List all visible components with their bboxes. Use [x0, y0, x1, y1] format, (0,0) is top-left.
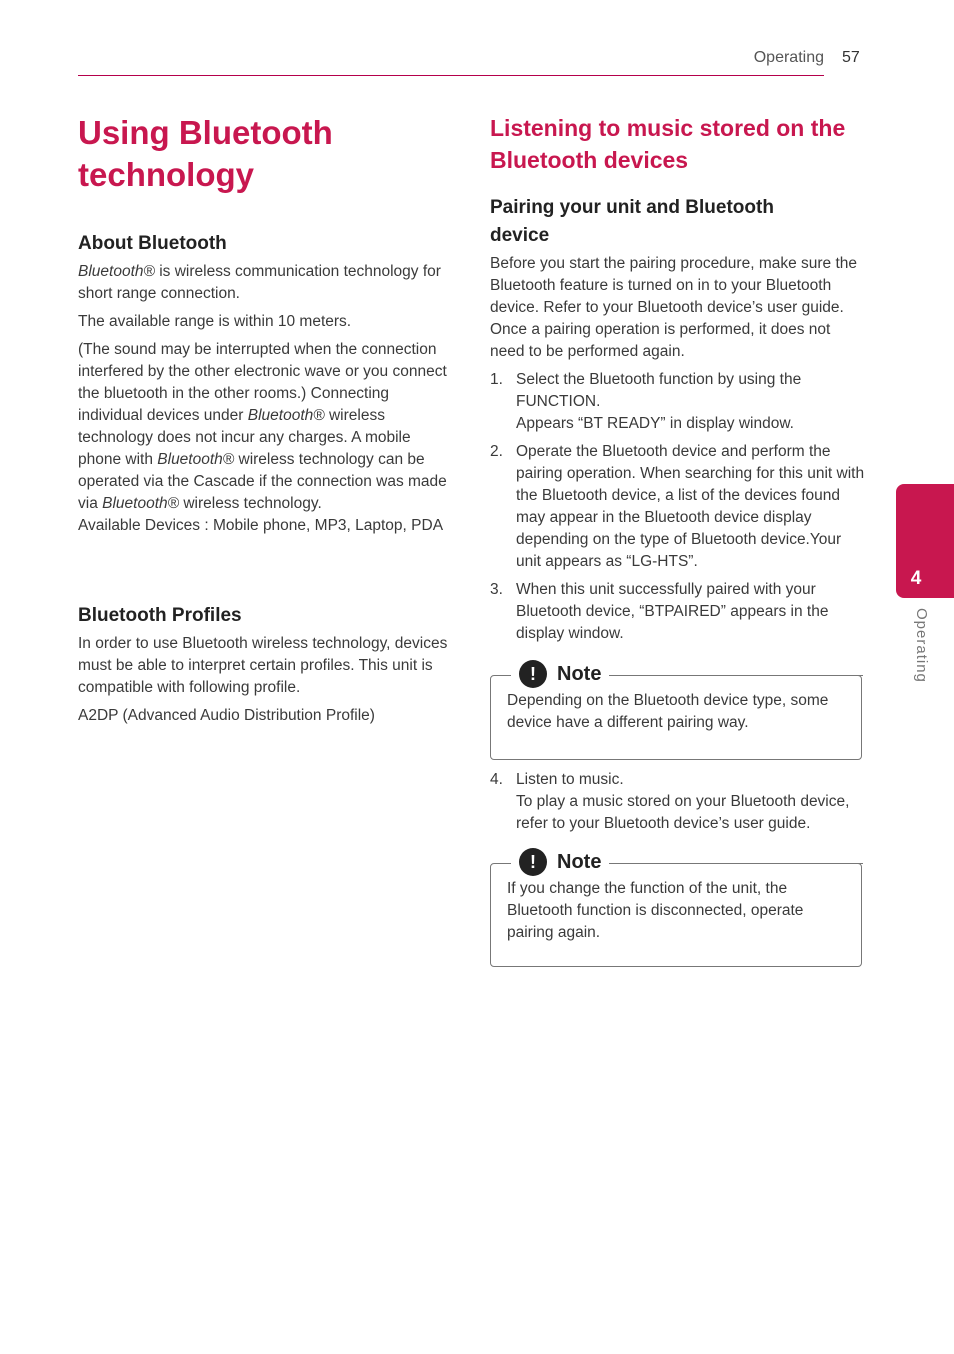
pairing-intro: Before you start the pairing procedure, make sure the Bluetooth feature is turned on in to your Bluetooth device. Refer to your Bluetooth device’s user guide. Once a pairing operation is performed, it does not need to be performed again.	[490, 255, 858, 360]
step-number: 4.	[490, 771, 503, 788]
note-box-1	[490, 662, 862, 760]
chapter-label: Operating	[913, 608, 930, 683]
step-text: Select the Bluetooth function by using the FUNCTION.	[516, 371, 802, 410]
note-text: Depending on the Bluetooth device type, some device have a different pairing way.	[507, 692, 829, 731]
step-item	[490, 579, 866, 645]
step-item	[490, 369, 866, 435]
about-paragraph-3	[78, 339, 450, 515]
step-text: Listen to music.	[516, 771, 624, 788]
bluetooth-trademark: Bluetooth®	[102, 495, 180, 512]
step-subtext: Appears “BT READY” in display window.	[516, 415, 794, 432]
page-number: 57	[842, 49, 860, 66]
header-rule	[78, 75, 824, 76]
chapter-number: 4	[910, 568, 922, 589]
about-bluetooth-section	[78, 230, 450, 537]
step-number: 2.	[490, 443, 503, 460]
step-number: 3.	[490, 581, 503, 598]
note-box-2	[490, 850, 862, 967]
about-p3-g: wireless technology.	[179, 495, 322, 512]
about-p3-a: (The sound may be interrupted when the connection interfered by the other electronic wave or you connect the bluetooth in the other rooms.) Connecting individual devices under	[78, 341, 447, 424]
about-paragraph-1	[78, 261, 450, 305]
note-label: Note	[557, 850, 602, 873]
step-number: 1.	[490, 371, 503, 388]
note-text: If you change the function of the unit, the Bluetooth function is disconnected, operate pairing again.	[507, 880, 804, 941]
bluetooth-profiles-heading: Bluetooth Profiles	[78, 605, 242, 626]
about-paragraph-4: Available Devices : Mobile phone, MP3, Laptop, PDA	[78, 517, 444, 534]
pairing-section	[490, 194, 866, 645]
pairing-steps	[490, 369, 866, 645]
step-item	[490, 769, 866, 835]
profiles-paragraph-1: In order to use Bluetooth wireless technology, devices must be able to interpret certain profiles. This unit is compatible with following profile.	[78, 635, 448, 696]
page-header-section: Operating	[753, 49, 824, 66]
step-text: Operate the Bluetooth device and perform the pairing operation. When searching for this unit with the Bluetooth device, a list of the devices found may appear in the Bluetooth device display depending on the type of Bluetooth device.Your unit appears as “LG-HTS”.	[516, 443, 865, 570]
about-p3-e: wireless technology can be operated via the Cascade if the connection was made via	[78, 451, 447, 512]
profiles-paragraph-2: A2DP (Advanced Audio Distribution Profile)	[78, 707, 375, 724]
note-header	[511, 848, 609, 876]
pairing-heading: Pairing your unit and Bluetooth device	[490, 197, 774, 246]
note-header	[511, 660, 609, 688]
pairing-step-4	[490, 769, 866, 835]
bluetooth-trademark: Bluetooth®	[157, 451, 235, 468]
bluetooth-profiles-section	[78, 602, 450, 727]
step-subtext: To play a music stored on your Bluetooth device, refer to your Bluetooth device’s user guide.	[516, 793, 850, 832]
bluetooth-trademark: Bluetooth®	[78, 263, 155, 280]
bluetooth-trademark: Bluetooth®	[247, 407, 325, 424]
step-item	[490, 441, 866, 573]
about-bluetooth-heading: About Bluetooth	[78, 233, 227, 254]
about-p3-c: wireless technology does not incur any charges. A mobile phone with	[78, 407, 411, 468]
exclamation-icon: !	[519, 848, 547, 876]
about-p1-text: is wireless communication technology for short range connection.	[78, 263, 441, 302]
page-title: Using Bluetooth technology	[78, 114, 333, 193]
section-title: Listening to music stored on the Bluetooth devices	[490, 115, 846, 173]
note-label: Note	[557, 662, 602, 685]
step-text: When this unit successfully paired with your Bluetooth device, “BTPAIRED” appears in the display window.	[516, 581, 829, 642]
exclamation-icon: !	[519, 660, 547, 688]
about-paragraph-2: The available range is within 10 meters.	[78, 313, 352, 330]
